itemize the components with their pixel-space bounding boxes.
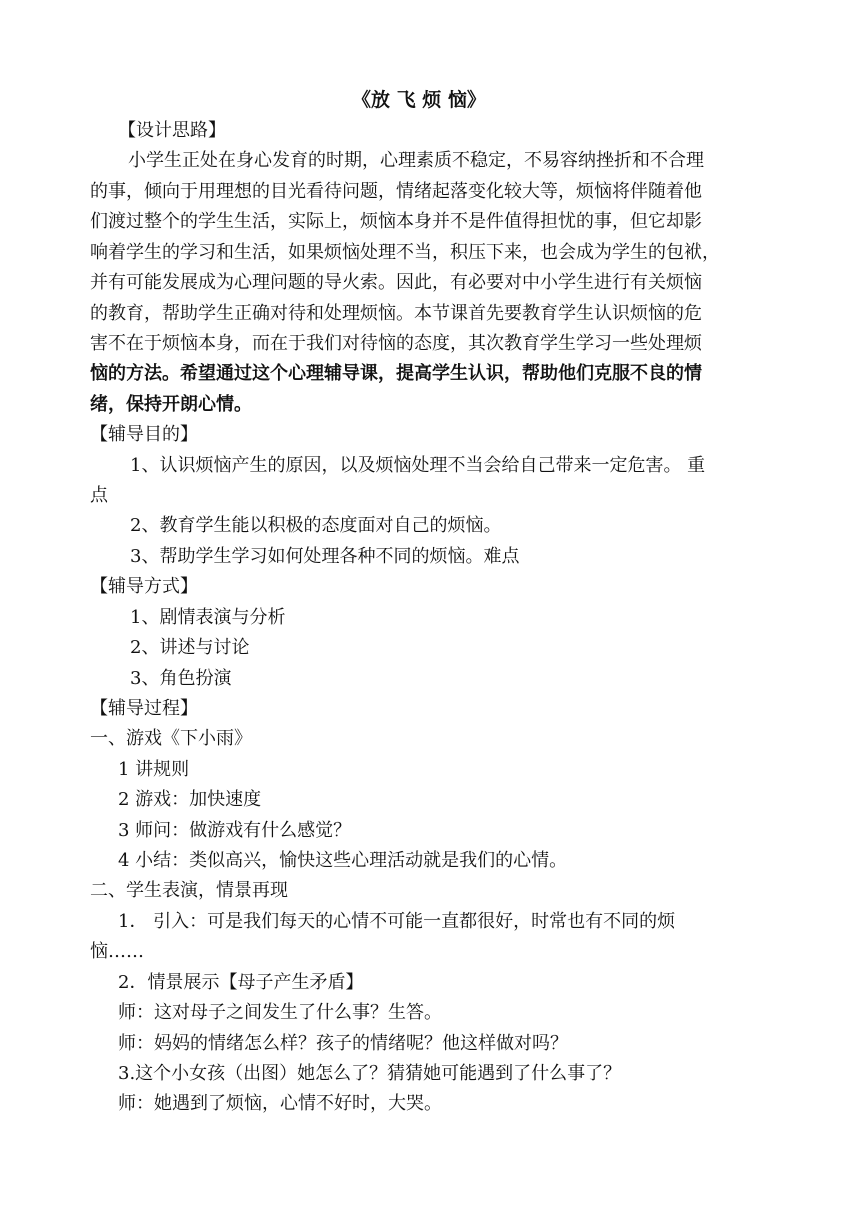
design-paragraph-line: 小学生正处在身心发育的时期，心理素质不稳定，不易容纳挫折和不合理 bbox=[128, 150, 704, 171]
process-part2-line: 师：这对母子之间发生了什么事？生答。 bbox=[118, 1002, 442, 1023]
process-part1-heading: 一、游戏《下小雨》 bbox=[90, 728, 252, 749]
design-paragraph-line: 并有可能发展成为心理问题的导火索。因此，有必要对中小学生进行有关烦恼 bbox=[90, 272, 702, 293]
design-paragraph-line: 害不在于烦恼本身，而在于我们对待恼的态度，其次教育学生学习一些处理烦 bbox=[90, 333, 702, 354]
design-paragraph-line: 们渡过整个的学生生活，实际上，烦恼本身并不是件值得担忧的事，但它却影 bbox=[90, 211, 702, 232]
process-part2-line: 恼…… bbox=[90, 941, 144, 962]
document-title: 《放 飞 烦 恼》 bbox=[352, 89, 486, 111]
process-part2-line: 3.这个小女孩（出图）她怎么了？猜猜她可能遇到了什么事了？ bbox=[118, 1063, 622, 1084]
process-part1-step: 4 小结：类似高兴，愉快这些心理活动就是我们的心情。 bbox=[118, 850, 568, 871]
goal-item: 1、认识烦恼产生的原因，以及烦恼处理不当会给自己带来一定危害。 重 bbox=[130, 455, 706, 476]
design-paragraph-line: 响着学生的学习和生活，如果烦恼处理不当，积压下来，也会成为学生的包袱， bbox=[90, 242, 720, 263]
process-part2-line: 2．情景展示【母子产生矛盾】 bbox=[118, 972, 364, 993]
process-part2-line: 1． 引入：可是我们每天的心情不可能一直都很好，时常也有不同的烦 bbox=[118, 911, 676, 932]
goal-item: 2、教育学生能以积极的态度面对自己的烦恼。 bbox=[130, 515, 502, 536]
process-part2-line: 师：妈妈的情绪怎么样？孩子的情绪呢？他这样做对吗？ bbox=[118, 1033, 568, 1054]
goal-item-continuation: 点 bbox=[90, 485, 108, 506]
section-heading-process: 【辅导过程】 bbox=[90, 698, 198, 719]
method-item: 1、剧情表演与分析 bbox=[130, 607, 286, 628]
process-part1-step: 1 讲规则 bbox=[118, 759, 190, 780]
goal-item: 3、帮助学生学习如何处理各种不同的烦恼。难点 bbox=[130, 546, 520, 567]
method-item: 2、讲述与讨论 bbox=[130, 637, 250, 658]
design-paragraph-line: 的事，倾向于用理想的目光看待问题，情绪起落变化较大等，烦恼将伴随着他 bbox=[90, 181, 702, 202]
section-heading-design: 【设计思路】 bbox=[118, 120, 226, 141]
method-item: 3、角色扮演 bbox=[130, 668, 232, 689]
design-paragraph-line: 恼的方法。希望通过这个心理辅导课，提高学生认识，帮助他们克服不良的情 bbox=[90, 363, 702, 384]
process-part2-heading: 二、学生表演，情景再现 bbox=[90, 880, 288, 901]
process-part2-line: 师：她遇到了烦恼，心情不好时，大哭。 bbox=[118, 1093, 442, 1114]
design-paragraph-line: 的教育，帮助学生正确对待和处理烦恼。本节课首先要教育学生认识烦恼的危 bbox=[90, 303, 702, 324]
design-paragraph-line: 绪，保持开朗心情。 bbox=[90, 394, 252, 415]
process-part1-step: 2 游戏：加快速度 bbox=[118, 789, 262, 810]
process-part1-step: 3 师问：做游戏有什么感觉？ bbox=[118, 820, 352, 841]
section-heading-goal: 【辅导目的】 bbox=[90, 424, 198, 445]
section-heading-method: 【辅导方式】 bbox=[90, 576, 198, 597]
